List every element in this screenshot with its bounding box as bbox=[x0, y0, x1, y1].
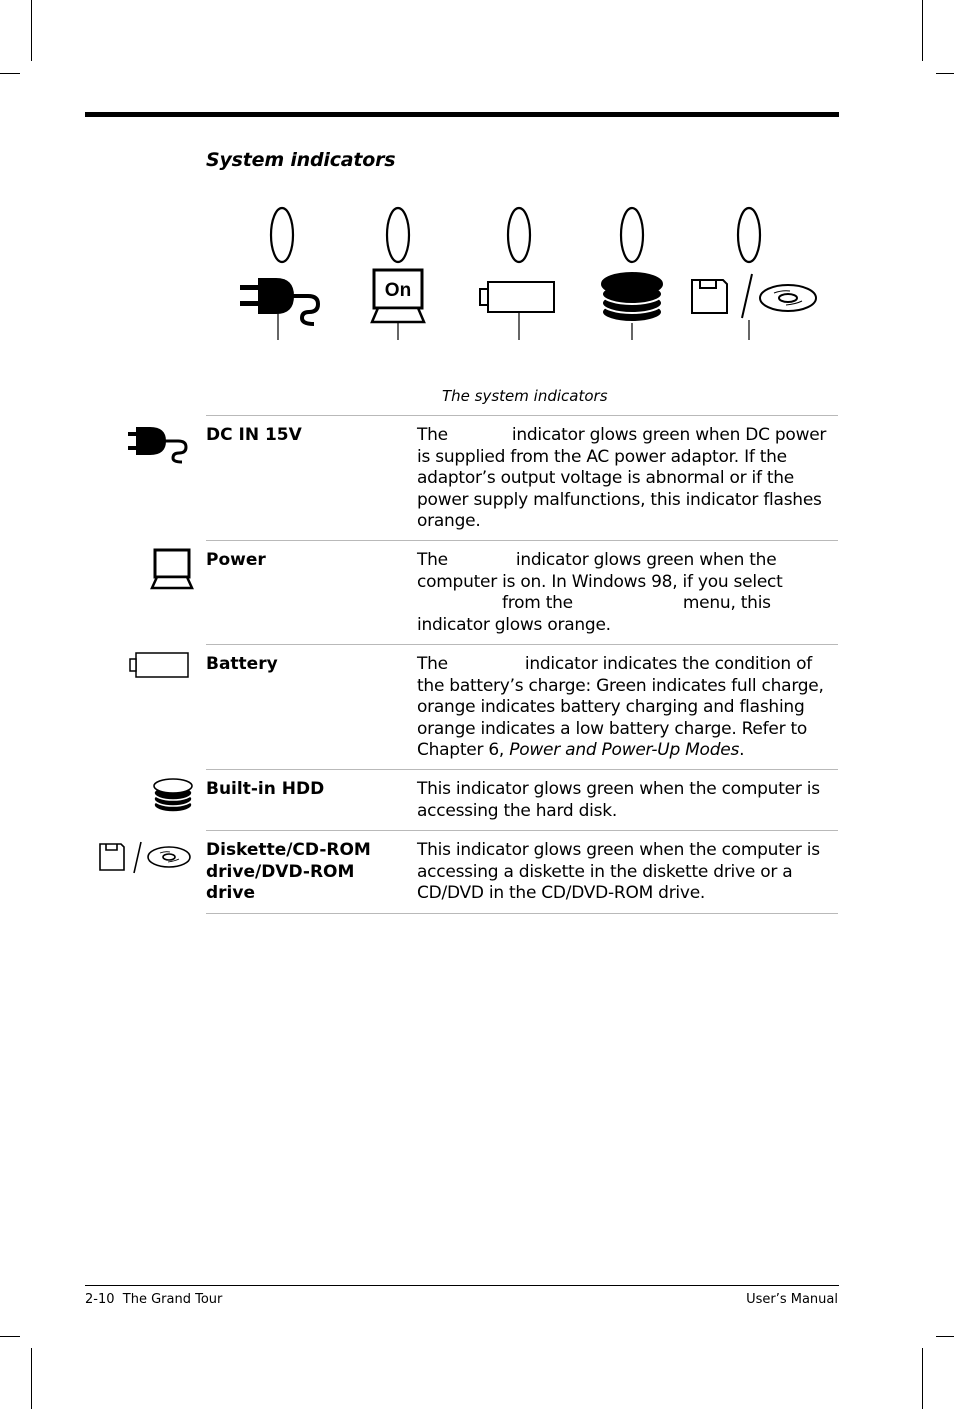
plug-icon bbox=[128, 425, 198, 465]
table-row bbox=[206, 415, 838, 540]
indicator-table bbox=[206, 415, 838, 914]
battery-lamp bbox=[508, 208, 530, 262]
crop-mark bbox=[922, 1348, 923, 1409]
indicator-description: The indicator glows green when DC power is supplied from the AC power adaptor. If the adaptor’s output voltage is abnormal or if the power supply malfunctions, this indicator flashes orange. bbox=[417, 425, 827, 531]
diskette-cd-icon bbox=[692, 274, 816, 318]
system-indicators-figure bbox=[230, 200, 830, 345]
battery-icon bbox=[128, 651, 192, 681]
footer-rule bbox=[85, 1285, 839, 1286]
table-row bbox=[206, 644, 838, 769]
indicator-name: DC IN 15V bbox=[206, 425, 302, 445]
hdd-icon bbox=[602, 273, 662, 322]
crop-mark bbox=[0, 1336, 20, 1337]
indicator-name: Battery bbox=[206, 654, 278, 674]
header-rule bbox=[85, 112, 839, 117]
table-row bbox=[206, 830, 838, 914]
indicator-description: The indicator indicates the condition of the battery’s charge: Green indicates full charge, orange indicates battery charging and flashing orange indicates a low battery charge. Refer to Chapter 6, Power and Power-Up Modes. bbox=[417, 654, 824, 760]
table-row bbox=[206, 769, 838, 830]
dc-in-lamp bbox=[271, 208, 293, 262]
table-row bbox=[206, 540, 838, 644]
battery-icon bbox=[480, 282, 554, 312]
crop-mark bbox=[936, 73, 954, 74]
power-lamp bbox=[387, 208, 409, 262]
crop-mark bbox=[31, 0, 32, 61]
crop-mark bbox=[922, 0, 923, 61]
indicator-name: Diskette/CD-ROM drive/DVD-ROM drive bbox=[206, 840, 371, 903]
indicator-description: This indicator glows green when the computer is accessing a diskette in the diskette drive or a CD/DVD in the CD/DVD-ROM drive. bbox=[417, 840, 820, 903]
crop-mark bbox=[936, 1336, 954, 1337]
indicator-name: Built-in HDD bbox=[206, 779, 325, 799]
drive-lamp bbox=[738, 208, 760, 262]
laptop-icon bbox=[150, 547, 196, 593]
section-title: System indicators bbox=[206, 149, 396, 171]
footer-chapter: 2-10 The Grand Tour bbox=[85, 1292, 223, 1307]
crop-mark bbox=[31, 1348, 32, 1409]
plug-icon bbox=[240, 278, 318, 324]
diskette-cd-icon bbox=[98, 840, 194, 876]
figure-caption: The system indicators bbox=[442, 387, 608, 405]
hdd-icon bbox=[152, 777, 194, 815]
crop-mark bbox=[0, 73, 20, 74]
hdd-lamp bbox=[621, 208, 643, 262]
power-on-label: On bbox=[384, 280, 412, 301]
footer-manual-title: User’s Manual bbox=[746, 1292, 838, 1307]
indicator-name: Power bbox=[206, 550, 266, 570]
indicator-description: The indicator glows green when the computer is on. In Windows 98, if you select from the menu, this indicator glows orange. bbox=[417, 550, 783, 635]
power-laptop-icon bbox=[372, 270, 424, 322]
indicator-description: This indicator glows green when the computer is accessing the hard disk. bbox=[417, 779, 820, 821]
